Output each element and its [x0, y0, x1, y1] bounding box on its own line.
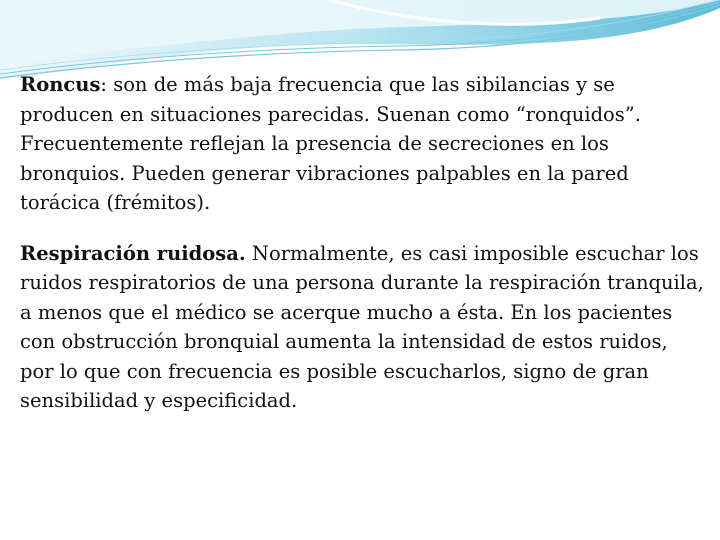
- paragraph-roncus: [20, 70, 705, 218]
- definition-respiracion-ruidosa: Normalmente, es casi imposible escuchar los ruidos respiratorios de una persona durante la respiración tranquila, a menos que el médico se acerque mucho a ésta. En los pacientes con obstrucción bronquial aumenta la intensidad de estos ruidos, por lo que con frecuencia es posible escucharlos, signo de gran sensibilidad y especificidad.: [20, 241, 704, 412]
- paragraph-respiracion-ruidosa: [20, 239, 705, 416]
- slide-body: [20, 70, 705, 416]
- definition-roncus: : son de más baja frecuencia que las sibilancias y se producen en situaciones parecidas. Suenan como “ronquidos”. Frecuentemente reflejan la presencia de secreciones en los bronquios. Pueden generar vibraciones palpables en la pared torácica (frémitos).: [20, 73, 641, 214]
- term-respiracion-ruidosa: Respiración ruidosa.: [20, 241, 246, 265]
- term-roncus: Roncus: [20, 73, 101, 96]
